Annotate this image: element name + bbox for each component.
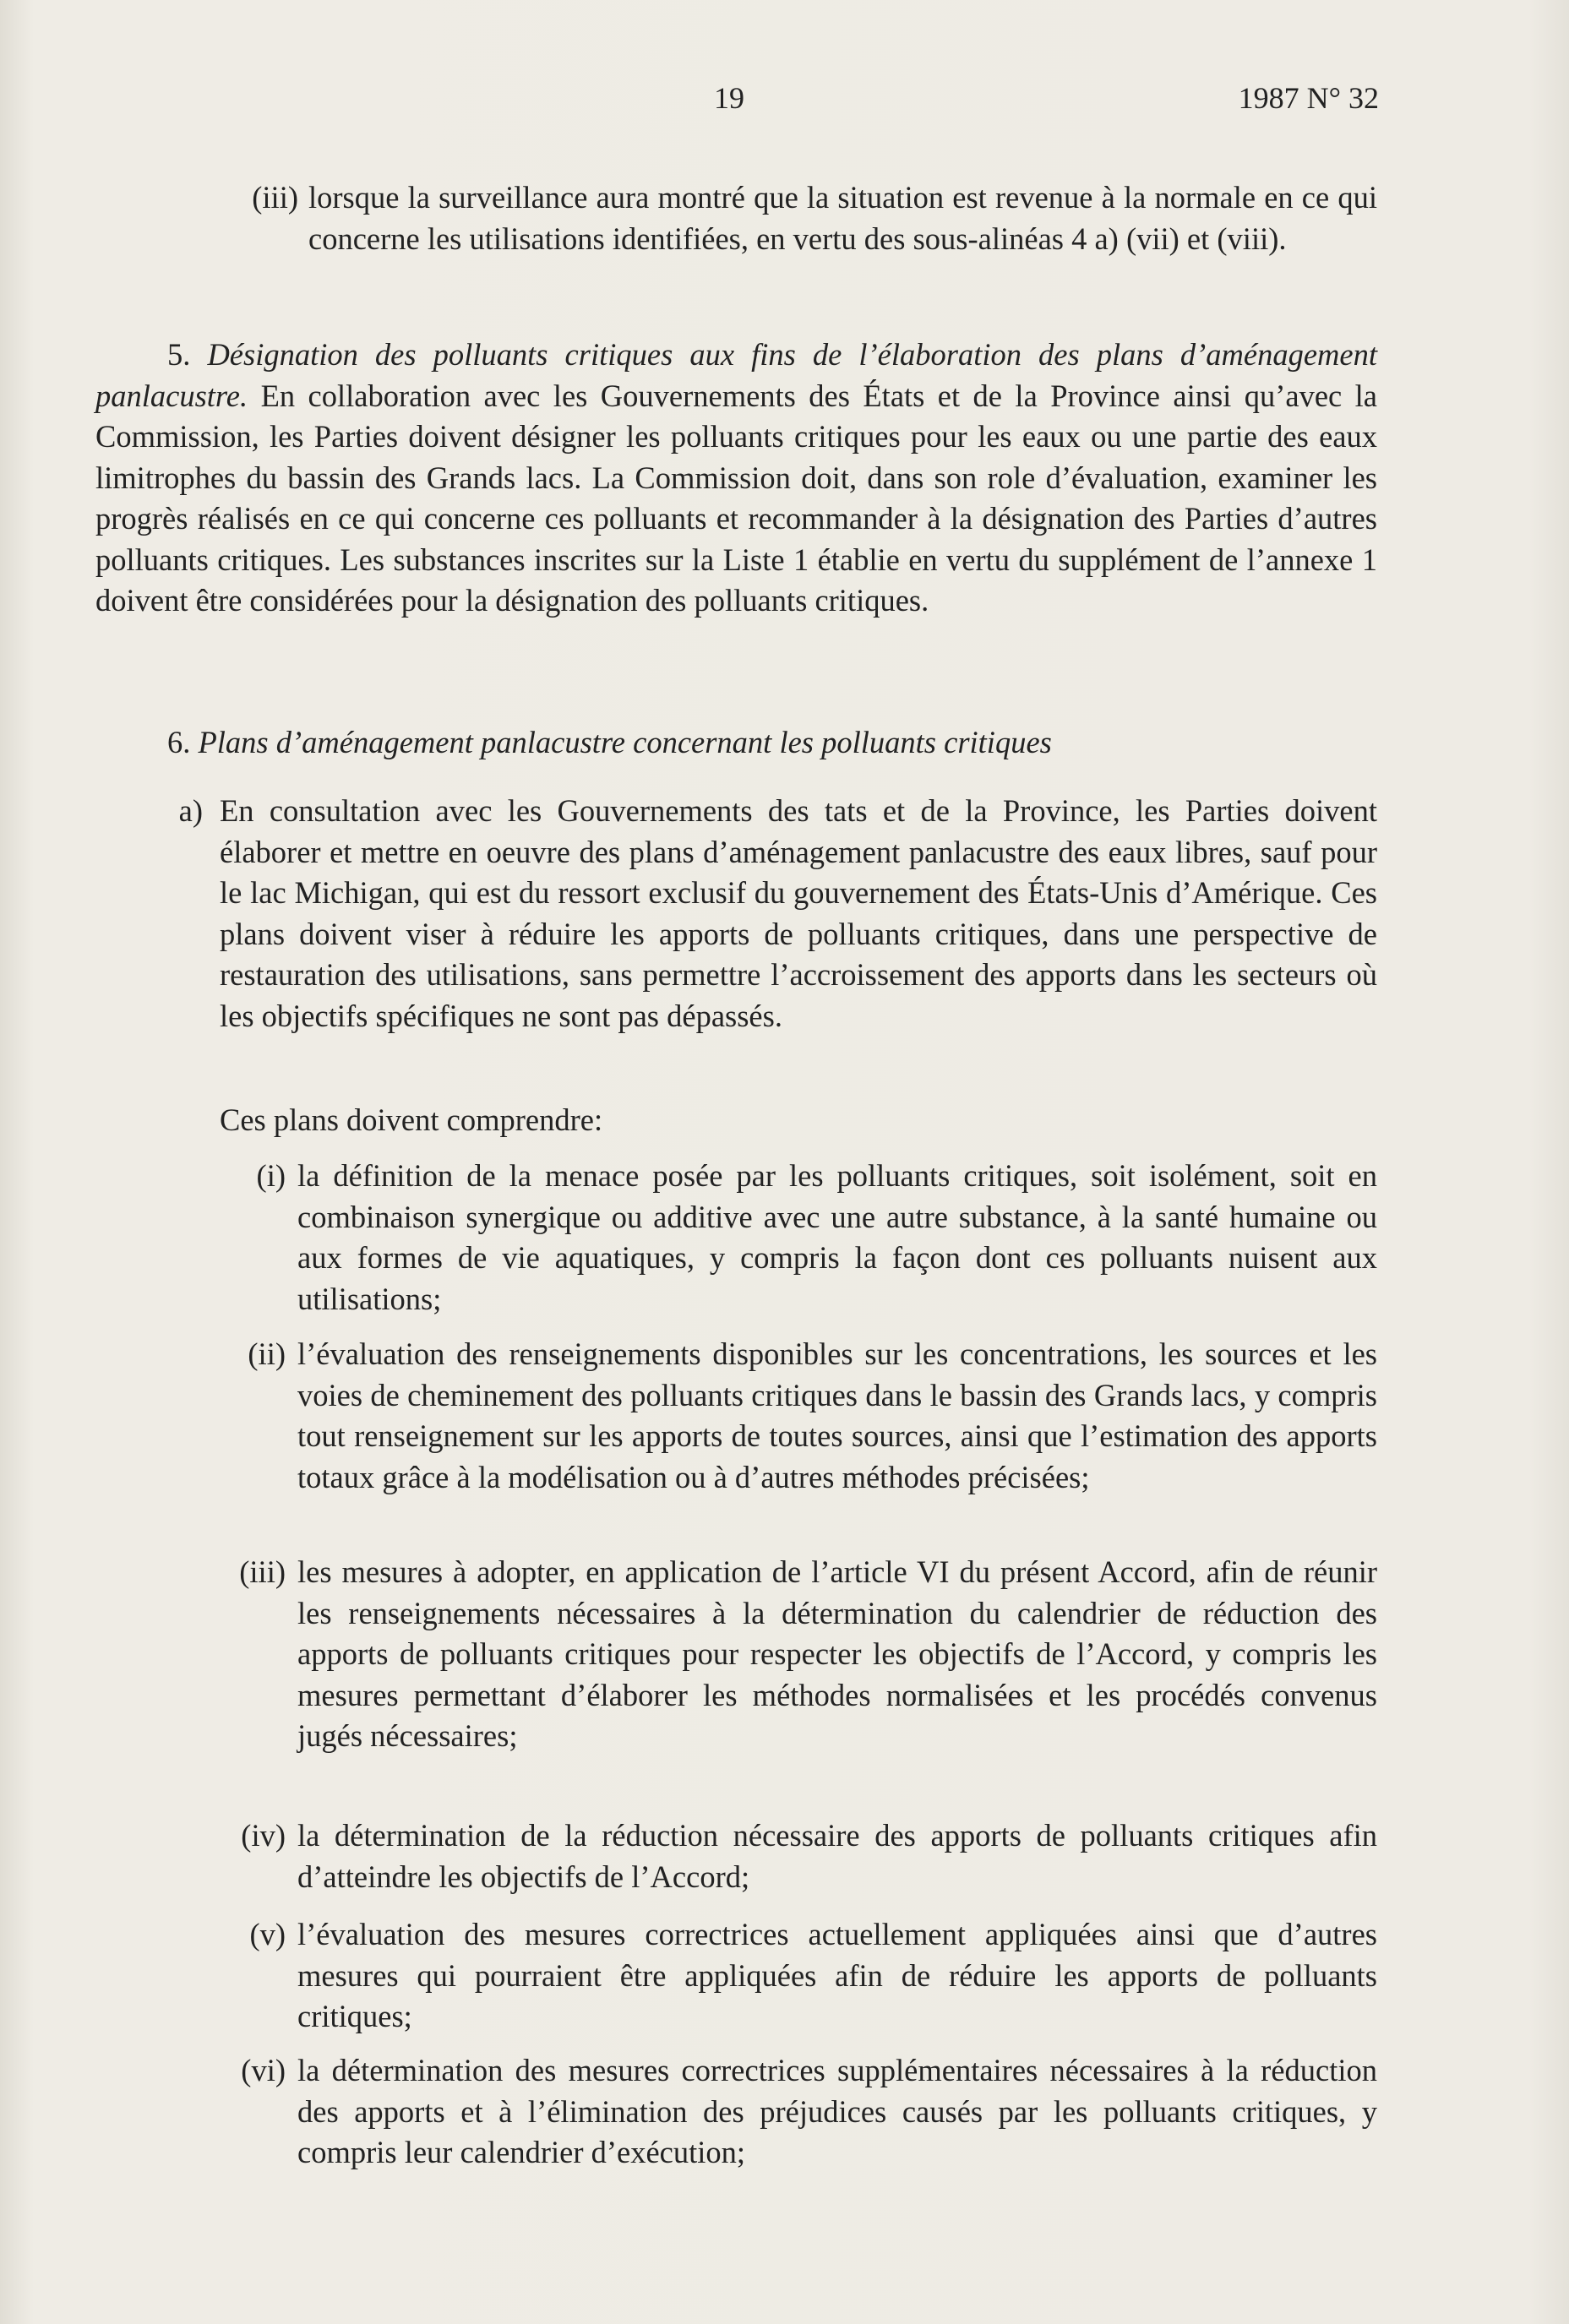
item-text: En consultation avec les Gouvernements des tats et de la Province, les Parties doivent élaborer et mettre en oeuvre des plans d’aménagement panlacustre des eaux libres, sauf pour le lac Michigan, qui est du ressort exclusif du gouvernement des États-Unis d’Amérique. Ces plans doivent viser à réduire les apports de polluants critiques, dans une perspective de restauration des utilisations, sans permettre l’accroissement des apports dans les secteurs où les objectifs spécifiques ne sont pas dépassés. [220,793,1377,1033]
item-marker: (iii) [252,180,298,215]
item-marker: (v) [249,1917,286,1951]
list-item [218,2050,1377,2174]
list-item [218,1156,1377,1320]
section-5 [95,335,1377,622]
list-item [218,1914,1377,2038]
list-item [218,1334,1377,1498]
item-marker: (iii) [239,1554,286,1589]
section-number: 6. [167,725,191,759]
item-text: les mesures à adopter, en application de l’article VI du présent Accord, afin de réunir les renseignements nécessaires à la détermination du calendrier de réduction des apports de polluants critiques pour respecter les objectifs de l’Accord, y compris les mesures permettant d’élaborer les méthodes normalisées et les procédés convenus jugés nécessaires; [297,1554,1377,1753]
item-marker: a) [178,793,203,828]
item-marker: (ii) [248,1336,286,1371]
item-text: lorsque la surveillance aura montré que la situation est revenue à la normale en ce qui concerne les utilisations identifiées, en vertu des sous-alinéas 4 a) (vii) et (viii). [308,180,1377,256]
item-text: la détermination de la réduction nécessaire des apports de polluants critiques afin d’atteindre les objectifs de l’Accord; [297,1818,1377,1894]
section-text: En collaboration avec les Gouvernements des États et de la Province ainsi qu’avec la Commission, les Parties doivent désigner les polluants critiques pour les eaux ou une partie des eaux limitrophes du bassin des Grands lacs. La Commission doit, dans son role d’évaluation, examiner les progrès réalisés en ce qui concerne ces polluants et recommander à la désignation des Parties d’autres polluants critiques. Les substances inscrites sur la Liste 1 établie en vertu du supplément de l’annexe 1 doivent être considérées pour la désignation des polluants critiques. [95,378,1378,618]
list-item [218,1552,1377,1757]
section-heading: Plans d’aménagement panlacustre concernant les polluants critiques [198,725,1052,759]
page-header [0,80,1569,122]
list-item [218,1815,1377,1897]
section-6-heading [95,722,1377,764]
item-marker: (i) [256,1158,286,1193]
item-marker: (vi) [241,2053,286,2087]
page-number: 19 [714,81,744,115]
item-text: l’évaluation des mesures correctrices actuellement appliquées ainsi que d’autres mesures qui pourraient être appliquées afin de réduire les apports de polluants critiques; [297,1917,1377,2033]
list-item-a [165,791,1377,1037]
item-text: la définition de la menace posée par les polluants critiques, soit isolément, soit en combinaison synergique ou additive avec une autre substance, à la santé humaine ou aux formes de vie aquatiques, y compris la façon dont ces polluants nuisent aux utilisations; [297,1158,1377,1316]
section-number: 5. [167,337,191,372]
plans-intro: Ces plans doivent comprendre: [220,1102,603,1137]
section-heading: Désignation des polluants critiques aux fins de l’élaboration des plans d’aménagement panlacustre. [95,337,1378,413]
item-text: la détermination des mesures correctrices supplémentaires nécessaires à la réduction des apports et à l’élimination des préjudices causés par les polluants critiques, y compris leur calendrier d’exécution; [297,2053,1377,2169]
item-text: l’évaluation des renseignements disponibles sur les concentrations, les sources et les voies de cheminement des polluants critiques dans le bassin des Grands lacs, y compris tout renseignement sur les apports de toutes sources, ainsi que l’estimation des apports totaux grâce à la modélisation ou à d’autres méthodes précisées; [297,1336,1377,1494]
item-marker: (iv) [241,1818,286,1853]
document-reference: 1987 N° 32 [1238,81,1379,115]
list-item [218,177,1377,259]
